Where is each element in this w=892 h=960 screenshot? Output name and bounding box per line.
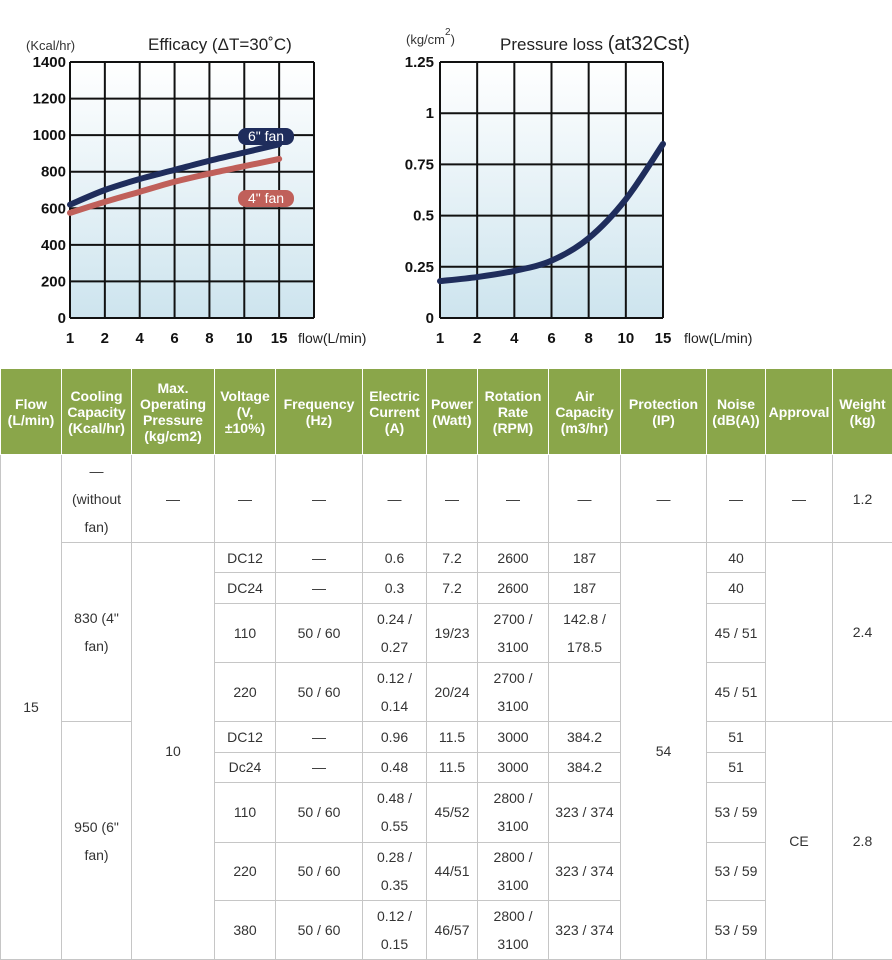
x-tick-label: 10 bbox=[617, 330, 635, 347]
header-cell: Voltage (V, ±10%) bbox=[215, 369, 276, 455]
x-tick-label: 6 bbox=[547, 330, 556, 347]
chart-title-suffix: (at32Cst) bbox=[607, 33, 690, 55]
y-tick-label: 0.5 bbox=[413, 207, 434, 225]
y-tick-label: 600 bbox=[40, 200, 66, 218]
dash-cell: — bbox=[549, 455, 621, 543]
spec-table bbox=[0, 368, 892, 960]
y-tick-label: 1400 bbox=[32, 54, 66, 71]
air-capacity-cell: 384.2 bbox=[549, 722, 621, 752]
y-tick-label: 0 bbox=[425, 310, 434, 327]
voltage-cell: DC12 bbox=[215, 543, 276, 573]
voltage-cell: DC24 bbox=[215, 573, 276, 603]
weight-cell: 2.4 bbox=[833, 543, 892, 722]
dash-cell: — bbox=[215, 455, 276, 543]
noise-cell: 51 bbox=[707, 722, 766, 752]
header-cell: Max. Operating Pressure (kg/cm2) bbox=[132, 369, 215, 455]
header-cell: Approval bbox=[766, 369, 833, 455]
rpm-cell: 2800 / 3100 bbox=[478, 842, 549, 901]
noise-cell: 45 / 51 bbox=[707, 603, 766, 663]
air-capacity-cell bbox=[549, 663, 621, 722]
frequency-cell: — bbox=[276, 573, 363, 603]
voltage-cell: 220 bbox=[215, 842, 276, 901]
rpm-cell: 2600 bbox=[478, 543, 549, 573]
x-tick-label: 4 bbox=[510, 330, 519, 347]
y-tick-label: 200 bbox=[40, 273, 66, 291]
spec-table-body bbox=[1, 455, 892, 960]
y-tick-label: 0 bbox=[57, 310, 66, 327]
header-cell: Air Capacity (m3/hr) bbox=[549, 369, 621, 455]
y-tick-label: 0.75 bbox=[404, 156, 434, 174]
header-cell: Protection (IP) bbox=[621, 369, 707, 455]
charts-area bbox=[0, 0, 892, 368]
cooling-capacity-cell: 830 (4" fan) bbox=[62, 543, 132, 722]
x-axis-label: flow(L/min) bbox=[298, 330, 367, 346]
chart-title: Efficacy (ΔT=30˚C) bbox=[148, 35, 292, 54]
x-tick-label: 15 bbox=[270, 330, 288, 347]
voltage-cell: 110 bbox=[215, 603, 276, 663]
y-tick-label: 400 bbox=[40, 236, 66, 254]
y-tick-label: 1200 bbox=[32, 90, 66, 108]
voltage-cell: 220 bbox=[215, 663, 276, 722]
y-axis-label bbox=[406, 27, 455, 47]
air-capacity-cell: 187 bbox=[549, 573, 621, 603]
noise-cell: 40 bbox=[707, 543, 766, 573]
air-capacity-cell: 323 / 374 bbox=[549, 842, 621, 901]
rpm-cell: 3000 bbox=[478, 722, 549, 752]
x-tick-label: 2 bbox=[100, 330, 110, 347]
frequency-cell: 50 / 60 bbox=[276, 782, 363, 842]
chart-title bbox=[500, 33, 690, 55]
spec-table-header bbox=[1, 369, 892, 455]
frequency-cell: 50 / 60 bbox=[276, 663, 363, 722]
current-cell: 0.28 / 0.35 bbox=[363, 842, 427, 901]
x-tick-label: 8 bbox=[584, 330, 593, 347]
y-axis-label: (Kcal/hr) bbox=[26, 38, 76, 53]
x-tick-label: 1 bbox=[65, 330, 75, 347]
air-capacity-cell: 142.8 / 178.5 bbox=[549, 603, 621, 663]
x-tick-label: 1 bbox=[435, 330, 445, 347]
x-tick-label: 15 bbox=[654, 330, 672, 347]
x-axis-label: flow(L/min) bbox=[684, 330, 753, 346]
air-capacity-cell: 187 bbox=[549, 543, 621, 573]
y-tick-label: 1000 bbox=[32, 127, 66, 145]
header-cell: Flow (L/min) bbox=[1, 369, 62, 455]
current-cell: 0.3 bbox=[363, 573, 427, 603]
power-cell: 7.2 bbox=[427, 543, 478, 573]
weight-cell: 1.2 bbox=[833, 455, 892, 543]
header-cell: Frequency (Hz) bbox=[276, 369, 363, 455]
cooling-capacity-cell: — (without fan) bbox=[62, 455, 132, 543]
header-cell: Rotation Rate (RPM) bbox=[478, 369, 549, 455]
rpm-cell: 2700 / 3100 bbox=[478, 663, 549, 722]
power-cell: 11.5 bbox=[427, 752, 478, 782]
current-cell: 0.48 / 0.55 bbox=[363, 782, 427, 842]
power-cell: 44/51 bbox=[427, 842, 478, 901]
noise-cell: 40 bbox=[707, 573, 766, 603]
dash-cell: — bbox=[707, 455, 766, 543]
dash-cell: — bbox=[363, 455, 427, 543]
power-cell: 19/23 bbox=[427, 603, 478, 663]
noise-cell: 45 / 51 bbox=[707, 663, 766, 722]
y-axis-label-close: ) bbox=[450, 32, 455, 47]
voltage-cell: Dc24 bbox=[215, 752, 276, 782]
rpm-cell: 2700 / 3100 bbox=[478, 603, 549, 663]
x-tick-label: 2 bbox=[472, 330, 482, 347]
header-cell: Noise (dB(A)) bbox=[707, 369, 766, 455]
x-tick-label: 6 bbox=[170, 330, 179, 347]
header-cell: Electric Current (A) bbox=[363, 369, 427, 455]
flow-cell: 15 bbox=[1, 455, 62, 960]
y-axis-label-unit: (kg/cm bbox=[406, 32, 445, 47]
dash-cell: — bbox=[621, 455, 707, 543]
charts-svg bbox=[0, 0, 892, 368]
rpm-cell: 2800 / 3100 bbox=[478, 782, 549, 842]
table-row bbox=[1, 543, 892, 573]
chart-title-main: Pressure loss bbox=[500, 35, 608, 54]
y-tick-label: 0.25 bbox=[404, 258, 434, 276]
y-axis-label-superscript: 2 bbox=[445, 27, 451, 38]
rpm-cell: 3000 bbox=[478, 752, 549, 782]
noise-cell: 53 / 59 bbox=[707, 842, 766, 901]
approval-blank-cell bbox=[766, 543, 833, 722]
current-cell: 0.48 bbox=[363, 752, 427, 782]
current-cell: 0.24 / 0.27 bbox=[363, 603, 427, 663]
table-row bbox=[1, 455, 892, 543]
voltage-cell: 110 bbox=[215, 782, 276, 842]
header-cell: Power (Watt) bbox=[427, 369, 478, 455]
rpm-cell: 2600 bbox=[478, 573, 549, 603]
weight-cell: 2.8 bbox=[833, 722, 892, 960]
header-cell: Weight (kg) bbox=[833, 369, 892, 455]
dash-cell: — bbox=[478, 455, 549, 543]
series-label: 6" fan bbox=[247, 128, 285, 144]
power-cell: 7.2 bbox=[427, 573, 478, 603]
noise-cell: 53 / 59 bbox=[707, 782, 766, 842]
current-cell: 0.12 / 0.15 bbox=[363, 901, 427, 960]
power-cell: 46/57 bbox=[427, 901, 478, 960]
air-capacity-cell: 323 / 374 bbox=[549, 782, 621, 842]
dash-cell: — bbox=[427, 455, 478, 543]
cooling-capacity-cell: 950 (6" fan) bbox=[62, 722, 132, 960]
rpm-cell: 2800 / 3100 bbox=[478, 901, 549, 960]
frequency-cell: 50 / 60 bbox=[276, 842, 363, 901]
protection-cell: 54 bbox=[621, 543, 707, 960]
frequency-cell: — bbox=[276, 543, 363, 573]
voltage-cell: DC12 bbox=[215, 722, 276, 752]
power-cell: 20/24 bbox=[427, 663, 478, 722]
current-cell: 0.12 / 0.14 bbox=[363, 663, 427, 722]
noise-cell: 53 / 59 bbox=[707, 901, 766, 960]
y-tick-label: 1 bbox=[425, 105, 434, 123]
x-tick-label: 10 bbox=[235, 330, 253, 347]
dash-cell: — bbox=[766, 455, 833, 543]
header-cell: Cooling Capacity (Kcal/hr) bbox=[62, 369, 132, 455]
air-capacity-cell: 323 / 374 bbox=[549, 901, 621, 960]
power-cell: 45/52 bbox=[427, 782, 478, 842]
x-tick-label: 4 bbox=[135, 330, 144, 347]
voltage-cell: 380 bbox=[215, 901, 276, 960]
frequency-cell: 50 / 60 bbox=[276, 901, 363, 960]
series-label: 4" fan bbox=[247, 190, 285, 206]
power-cell: 11.5 bbox=[427, 722, 478, 752]
pressure-cell: 10 bbox=[132, 543, 215, 960]
approval-cell: CE bbox=[766, 722, 833, 960]
current-cell: 0.96 bbox=[363, 722, 427, 752]
frequency-cell: — bbox=[276, 752, 363, 782]
dash-cell: — bbox=[132, 455, 215, 543]
current-cell: 0.6 bbox=[363, 543, 427, 573]
x-tick-label: 8 bbox=[205, 330, 214, 347]
noise-cell: 51 bbox=[707, 752, 766, 782]
y-tick-label: 800 bbox=[40, 163, 66, 181]
frequency-cell: 50 / 60 bbox=[276, 603, 363, 663]
dash-cell: — bbox=[276, 455, 363, 543]
air-capacity-cell: 384.2 bbox=[549, 752, 621, 782]
frequency-cell: — bbox=[276, 722, 363, 752]
y-tick-label: 1.25 bbox=[404, 54, 434, 71]
